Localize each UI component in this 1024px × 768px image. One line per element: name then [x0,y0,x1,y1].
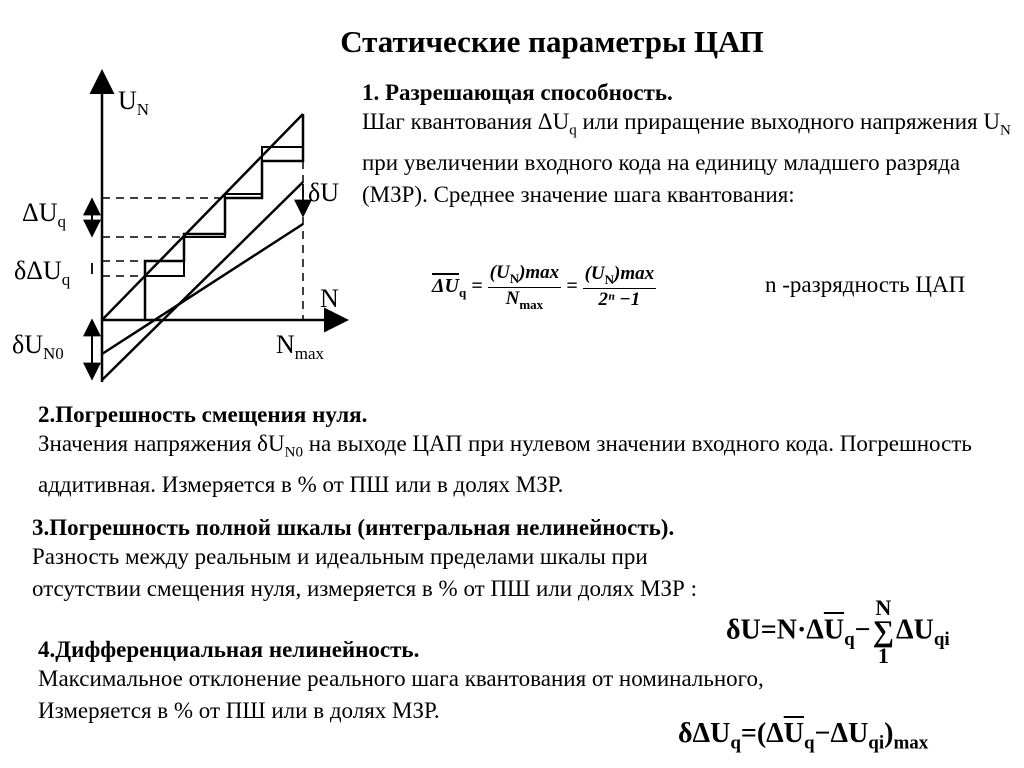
section1-heading: 1. Разрешающая способность. [362,80,673,105]
dnl-formula: $\delta\Delta U_q=(\Delta\overline{U}_q-\Delta U_{qi})_{max}$ [678,718,929,754]
offset-line [102,182,303,380]
section2-heading: 2.Погрешность смещения нуля. [38,402,368,427]
section2-text: Значения напряжения $\delta U_{N0}$ на выходе ЦАП при нулевом значении входного кода. Погрешность аддитивная. Измеряется в % от ПШ или в долях МЗР. [38,431,972,497]
page-title: Статические параметры ЦАП [340,24,764,59]
bit-depth-note: n -разрядность ЦАП [765,272,966,297]
y-axis-label: $U_N$ [118,86,150,120]
section3-text: Разность между реальным и идеальным пределами шкалы при отсутствии смещения нуля, измеряется в % от ПШ или долях МЗР : [32,544,697,601]
ddelta-uq-label: δΔU$_q$ [14,256,71,290]
x-axis-label: N [320,284,339,313]
du-label: δU [308,178,340,207]
delta-uq-label: $\Delta U_q$ [22,198,66,232]
section4-heading: 4.Дифференциальная нелинейность. [38,637,420,662]
nmax-label: $N_{max}$ [276,330,325,364]
section-resolution [362,80,1017,211]
section4-text-a: Максимальное отклонение реального шага квантования от номинального, [38,666,764,691]
resolution-formula: $\overline{\Delta U}_q$ = $\frac{(U_N)\max}{N_{max}}$ = $\frac{(U_N)\max}{\text{2ⁿ −1}}$ [432,262,655,312]
du-n0-label: $\delta U_{N0}$ [12,330,64,364]
staircase-ideal [145,147,303,276]
section-zero-offset [38,402,1018,501]
dac-transfer-graph [0,64,350,394]
section4-text-b: Измеряется в % от ПШ или в долях МЗР. [38,698,440,723]
section1-text: Шаг квантования $\Delta U_q$ или приращение выходного напряжения $U_N$ при увеличении входного кода на единицу младшего разряда (МЗР). Среднее значение шага квантования: [362,109,1011,207]
full-scale-formula: $\delta U=N\cdot\Delta\overline{U}_q-$ N ∑ 1 $\Delta U_{qi}$ [726,595,950,668]
section-full-scale [32,515,1012,605]
section-differential-nonlinearity [38,637,1018,727]
section3-heading: 3.Погрешность полной шкалы (интегральная нелинейность). [32,515,675,540]
